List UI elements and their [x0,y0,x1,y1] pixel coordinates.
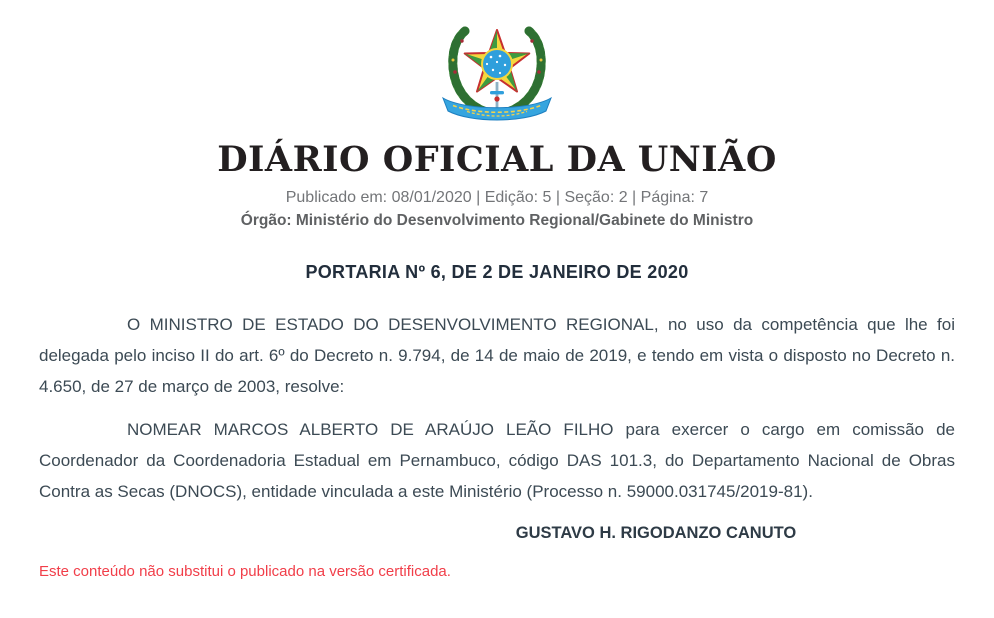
signature-name: GUSTAVO H. RIGODANZO CANUTO [515,524,797,542]
brazil-coat-of-arms-icon [437,12,557,125]
dou-page [0,12,994,618]
organ-line: Órgão: Ministério do Desenvolvimento Regional/Gabinete do Ministro [240,212,754,229]
paragraph-appointment: NOMEAR MARCOS ALBERTO DE ARAÚJO LEÃO FILHO para exercer o cargo em comissão de Coordenador da Coordenadoria Estadual em Pernambuco, código DAS 101.3, do Departamento Nacional de Obras Contra as Secas (DNOCS), entidade vinculada a este Ministério (Processo n. 59000.031745/2019-81). [39,420,955,501]
paragraph-preamble: O MINISTRO DE ESTADO DO DESENVOLVIMENTO REGIONAL, no uso da competência que lhe foi delegada pelo inciso II do art. 6º do Decreto n. 9.794, de 14 de maio de 2019, e tendo em vista o disposto no Decreto n. 4.650, de 27 de março de 2003, resolve: [39,315,955,396]
act-body [39,309,955,507]
act-title: PORTARIA Nº 6, DE 2 DE JANEIRO DE 2020 [305,262,689,282]
publication-info: Publicado em: 08/01/2020 | Edição: 5 | Seção: 2 | Página: 7 [285,189,709,206]
page-title: DIÁRIO OFICIAL DA UNIÃO [217,139,777,180]
certification-disclaimer: Este conteúdo não substitui o publicado na versão certificada. [39,563,451,580]
